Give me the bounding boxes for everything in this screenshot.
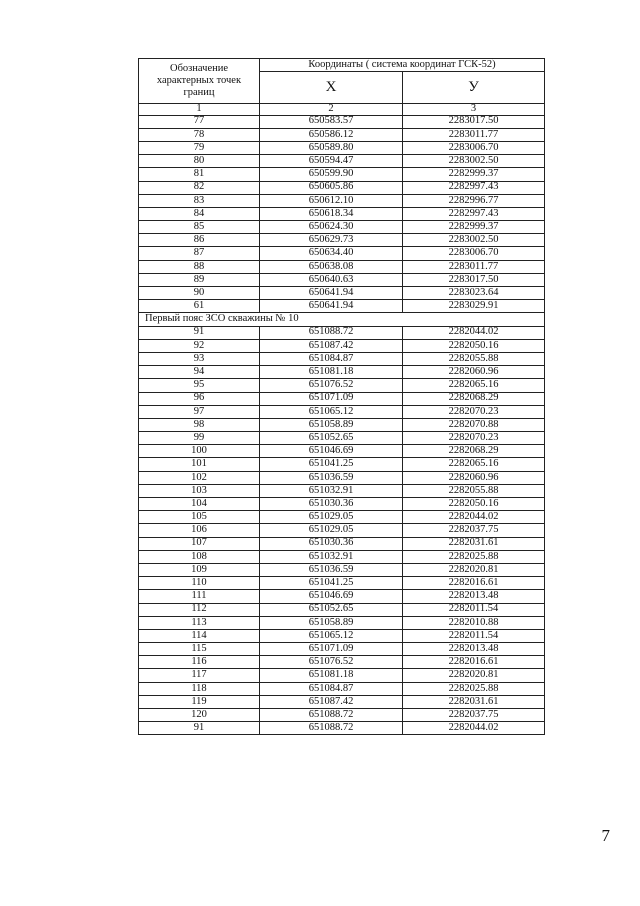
point-id: 111	[139, 590, 260, 603]
y-coordinate: 2282044.02	[403, 722, 545, 735]
y-coordinate: 2282025.88	[403, 682, 545, 695]
table-row	[139, 366, 545, 379]
x-coordinate: 651076.52	[260, 656, 403, 669]
y-coordinate: 2282011.54	[403, 603, 545, 616]
point-id: 103	[139, 484, 260, 497]
x-coordinate: 651029.05	[260, 524, 403, 537]
table-row	[139, 484, 545, 497]
x-coordinate: 650594.47	[260, 155, 403, 168]
x-coordinate: 651036.59	[260, 563, 403, 576]
point-id: 99	[139, 432, 260, 445]
point-id: 106	[139, 524, 260, 537]
x-coordinate: 651052.65	[260, 432, 403, 445]
point-id: 118	[139, 682, 260, 695]
y-coordinate: 2282044.02	[403, 326, 545, 339]
table-row	[139, 458, 545, 471]
point-id: 92	[139, 339, 260, 352]
x-coordinate: 651087.42	[260, 695, 403, 708]
y-coordinate: 2283002.50	[403, 155, 545, 168]
x-coordinate: 651084.87	[260, 682, 403, 695]
table-row	[139, 722, 545, 735]
y-coordinate: 2282070.88	[403, 418, 545, 431]
x-coordinate: 651088.72	[260, 326, 403, 339]
table-row	[139, 352, 545, 365]
x-coordinate: 650629.73	[260, 234, 403, 247]
x-coordinate: 651058.89	[260, 616, 403, 629]
y-coordinate: 2282025.88	[403, 550, 545, 563]
table-row	[139, 379, 545, 392]
header-y: У	[403, 72, 545, 104]
table-row	[139, 709, 545, 722]
y-coordinate: 2283006.70	[403, 141, 545, 154]
table-row	[139, 563, 545, 576]
x-coordinate: 650618.34	[260, 207, 403, 220]
y-coordinate: 2282999.37	[403, 168, 545, 181]
x-coordinate: 651032.91	[260, 550, 403, 563]
table-row	[139, 695, 545, 708]
section-title: Первый пояс ЗСО скважины № 10	[139, 313, 545, 326]
x-coordinate: 650634.40	[260, 247, 403, 260]
y-coordinate: 2282037.75	[403, 709, 545, 722]
header-coordinates: Координаты ( система координат ГСК-52)	[260, 59, 545, 72]
column-number: 3	[403, 104, 545, 116]
y-coordinate: 2282037.75	[403, 524, 545, 537]
point-id: 94	[139, 366, 260, 379]
coordinates-table	[138, 58, 545, 735]
table-row	[139, 273, 545, 286]
table-row	[139, 181, 545, 194]
y-coordinate: 2282020.81	[403, 669, 545, 682]
point-id: 119	[139, 695, 260, 708]
header-x: X	[260, 72, 403, 104]
x-coordinate: 651088.72	[260, 709, 403, 722]
x-coordinate: 651058.89	[260, 418, 403, 431]
x-coordinate: 651065.12	[260, 405, 403, 418]
x-coordinate: 651071.09	[260, 643, 403, 656]
y-coordinate: 2282031.61	[403, 537, 545, 550]
y-coordinate: 2282996.77	[403, 194, 545, 207]
x-coordinate: 650640.63	[260, 273, 403, 286]
y-coordinate: 2283017.50	[403, 273, 545, 286]
y-coordinate: 2282068.29	[403, 392, 545, 405]
table-row	[139, 155, 545, 168]
y-coordinate: 2283002.50	[403, 234, 545, 247]
x-coordinate: 650599.90	[260, 168, 403, 181]
table-row	[139, 168, 545, 181]
point-id: 61	[139, 300, 260, 313]
point-id: 85	[139, 221, 260, 234]
y-coordinate: 2282013.48	[403, 590, 545, 603]
table-row	[139, 326, 545, 339]
y-coordinate: 2282010.88	[403, 616, 545, 629]
point-id: 116	[139, 656, 260, 669]
y-coordinate: 2283029.91	[403, 300, 545, 313]
point-id: 95	[139, 379, 260, 392]
point-id: 112	[139, 603, 260, 616]
point-id: 93	[139, 352, 260, 365]
point-id: 101	[139, 458, 260, 471]
y-coordinate: 2282013.48	[403, 643, 545, 656]
table-row	[139, 300, 545, 313]
y-coordinate: 2282070.23	[403, 432, 545, 445]
x-coordinate: 650586.12	[260, 128, 403, 141]
table-row	[139, 511, 545, 524]
y-coordinate: 2283023.64	[403, 287, 545, 300]
point-id: 108	[139, 550, 260, 563]
page-number: 7	[601, 826, 610, 845]
y-coordinate: 2282050.16	[403, 339, 545, 352]
table-row	[139, 471, 545, 484]
y-coordinate: 2282016.61	[403, 656, 545, 669]
table-body-part1	[139, 115, 545, 313]
y-coordinate: 2282044.02	[403, 511, 545, 524]
table-row	[139, 577, 545, 590]
table-row	[139, 221, 545, 234]
table-row	[139, 128, 545, 141]
table-row	[139, 498, 545, 511]
x-coordinate: 650605.86	[260, 181, 403, 194]
point-id: 88	[139, 260, 260, 273]
table-row	[139, 141, 545, 154]
point-id: 120	[139, 709, 260, 722]
y-coordinate: 2282065.16	[403, 458, 545, 471]
point-id: 91	[139, 326, 260, 339]
point-id: 96	[139, 392, 260, 405]
y-coordinate: 2282065.16	[403, 379, 545, 392]
table-row	[139, 643, 545, 656]
y-coordinate: 2282016.61	[403, 577, 545, 590]
table-row	[139, 550, 545, 563]
table-row	[139, 392, 545, 405]
table-row	[139, 432, 545, 445]
table-row	[139, 603, 545, 616]
x-coordinate: 651036.59	[260, 471, 403, 484]
x-coordinate: 651076.52	[260, 379, 403, 392]
point-id: 97	[139, 405, 260, 418]
y-coordinate: 2282997.43	[403, 207, 545, 220]
x-coordinate: 651052.65	[260, 603, 403, 616]
point-id: 87	[139, 247, 260, 260]
y-coordinate: 2283006.70	[403, 247, 545, 260]
y-coordinate: 2282060.96	[403, 366, 545, 379]
point-id: 98	[139, 418, 260, 431]
x-coordinate: 651032.91	[260, 484, 403, 497]
x-coordinate: 650612.10	[260, 194, 403, 207]
table-row	[139, 682, 545, 695]
table-row	[139, 445, 545, 458]
point-id: 117	[139, 669, 260, 682]
table-row	[139, 234, 545, 247]
table-body-part2	[139, 326, 545, 735]
table-row	[139, 537, 545, 550]
x-coordinate: 651088.72	[260, 722, 403, 735]
point-id: 78	[139, 128, 260, 141]
x-coordinate: 651029.05	[260, 511, 403, 524]
x-coordinate: 651030.36	[260, 498, 403, 511]
y-coordinate: 2282031.61	[403, 695, 545, 708]
x-coordinate: 651046.69	[260, 590, 403, 603]
y-coordinate: 2283017.50	[403, 115, 545, 128]
table-row	[139, 115, 545, 128]
y-coordinate: 2282055.88	[403, 352, 545, 365]
x-coordinate: 651081.18	[260, 366, 403, 379]
table-row	[139, 247, 545, 260]
section-header	[139, 313, 545, 326]
x-coordinate: 650583.57	[260, 115, 403, 128]
point-id: 84	[139, 207, 260, 220]
point-id: 100	[139, 445, 260, 458]
table-row	[139, 669, 545, 682]
header-point-designation: Обозначение характерных точек границ	[139, 59, 260, 104]
table-row	[139, 656, 545, 669]
table-row	[139, 418, 545, 431]
x-coordinate: 650638.08	[260, 260, 403, 273]
point-id: 91	[139, 722, 260, 735]
x-coordinate: 651087.42	[260, 339, 403, 352]
point-id: 104	[139, 498, 260, 511]
column-number: 1	[139, 104, 260, 116]
column-number-row	[139, 104, 545, 116]
x-coordinate: 651030.36	[260, 537, 403, 550]
point-id: 107	[139, 537, 260, 550]
x-coordinate: 651041.25	[260, 458, 403, 471]
y-coordinate: 2283011.77	[403, 128, 545, 141]
table-header	[139, 59, 545, 116]
point-id: 81	[139, 168, 260, 181]
y-coordinate: 2282999.37	[403, 221, 545, 234]
y-coordinate: 2282060.96	[403, 471, 545, 484]
x-coordinate: 650589.80	[260, 141, 403, 154]
table-row	[139, 524, 545, 537]
point-id: 79	[139, 141, 260, 154]
point-id: 109	[139, 563, 260, 576]
table-row	[139, 287, 545, 300]
point-id: 113	[139, 616, 260, 629]
point-id: 86	[139, 234, 260, 247]
x-coordinate: 650641.94	[260, 287, 403, 300]
x-coordinate: 651046.69	[260, 445, 403, 458]
column-number: 2	[260, 104, 403, 116]
point-id: 102	[139, 471, 260, 484]
point-id: 114	[139, 629, 260, 642]
x-coordinate: 651084.87	[260, 352, 403, 365]
point-id: 80	[139, 155, 260, 168]
table-row	[139, 260, 545, 273]
table-row	[139, 194, 545, 207]
point-id: 77	[139, 115, 260, 128]
y-coordinate: 2282011.54	[403, 629, 545, 642]
point-id: 115	[139, 643, 260, 656]
point-id: 83	[139, 194, 260, 207]
x-coordinate: 651065.12	[260, 629, 403, 642]
x-coordinate: 650624.30	[260, 221, 403, 234]
y-coordinate: 2282070.23	[403, 405, 545, 418]
table-row	[139, 616, 545, 629]
y-coordinate: 2282997.43	[403, 181, 545, 194]
table-row	[139, 207, 545, 220]
x-coordinate: 651041.25	[260, 577, 403, 590]
x-coordinate: 650641.94	[260, 300, 403, 313]
x-coordinate: 651071.09	[260, 392, 403, 405]
y-coordinate: 2282055.88	[403, 484, 545, 497]
table-row	[139, 590, 545, 603]
table-row	[139, 339, 545, 352]
x-coordinate: 651081.18	[260, 669, 403, 682]
point-id: 82	[139, 181, 260, 194]
y-coordinate: 2282068.29	[403, 445, 545, 458]
point-id: 105	[139, 511, 260, 524]
table-row	[139, 405, 545, 418]
y-coordinate: 2282020.81	[403, 563, 545, 576]
point-id: 110	[139, 577, 260, 590]
point-id: 89	[139, 273, 260, 286]
y-coordinate: 2283011.77	[403, 260, 545, 273]
y-coordinate: 2282050.16	[403, 498, 545, 511]
table-row	[139, 629, 545, 642]
point-id: 90	[139, 287, 260, 300]
